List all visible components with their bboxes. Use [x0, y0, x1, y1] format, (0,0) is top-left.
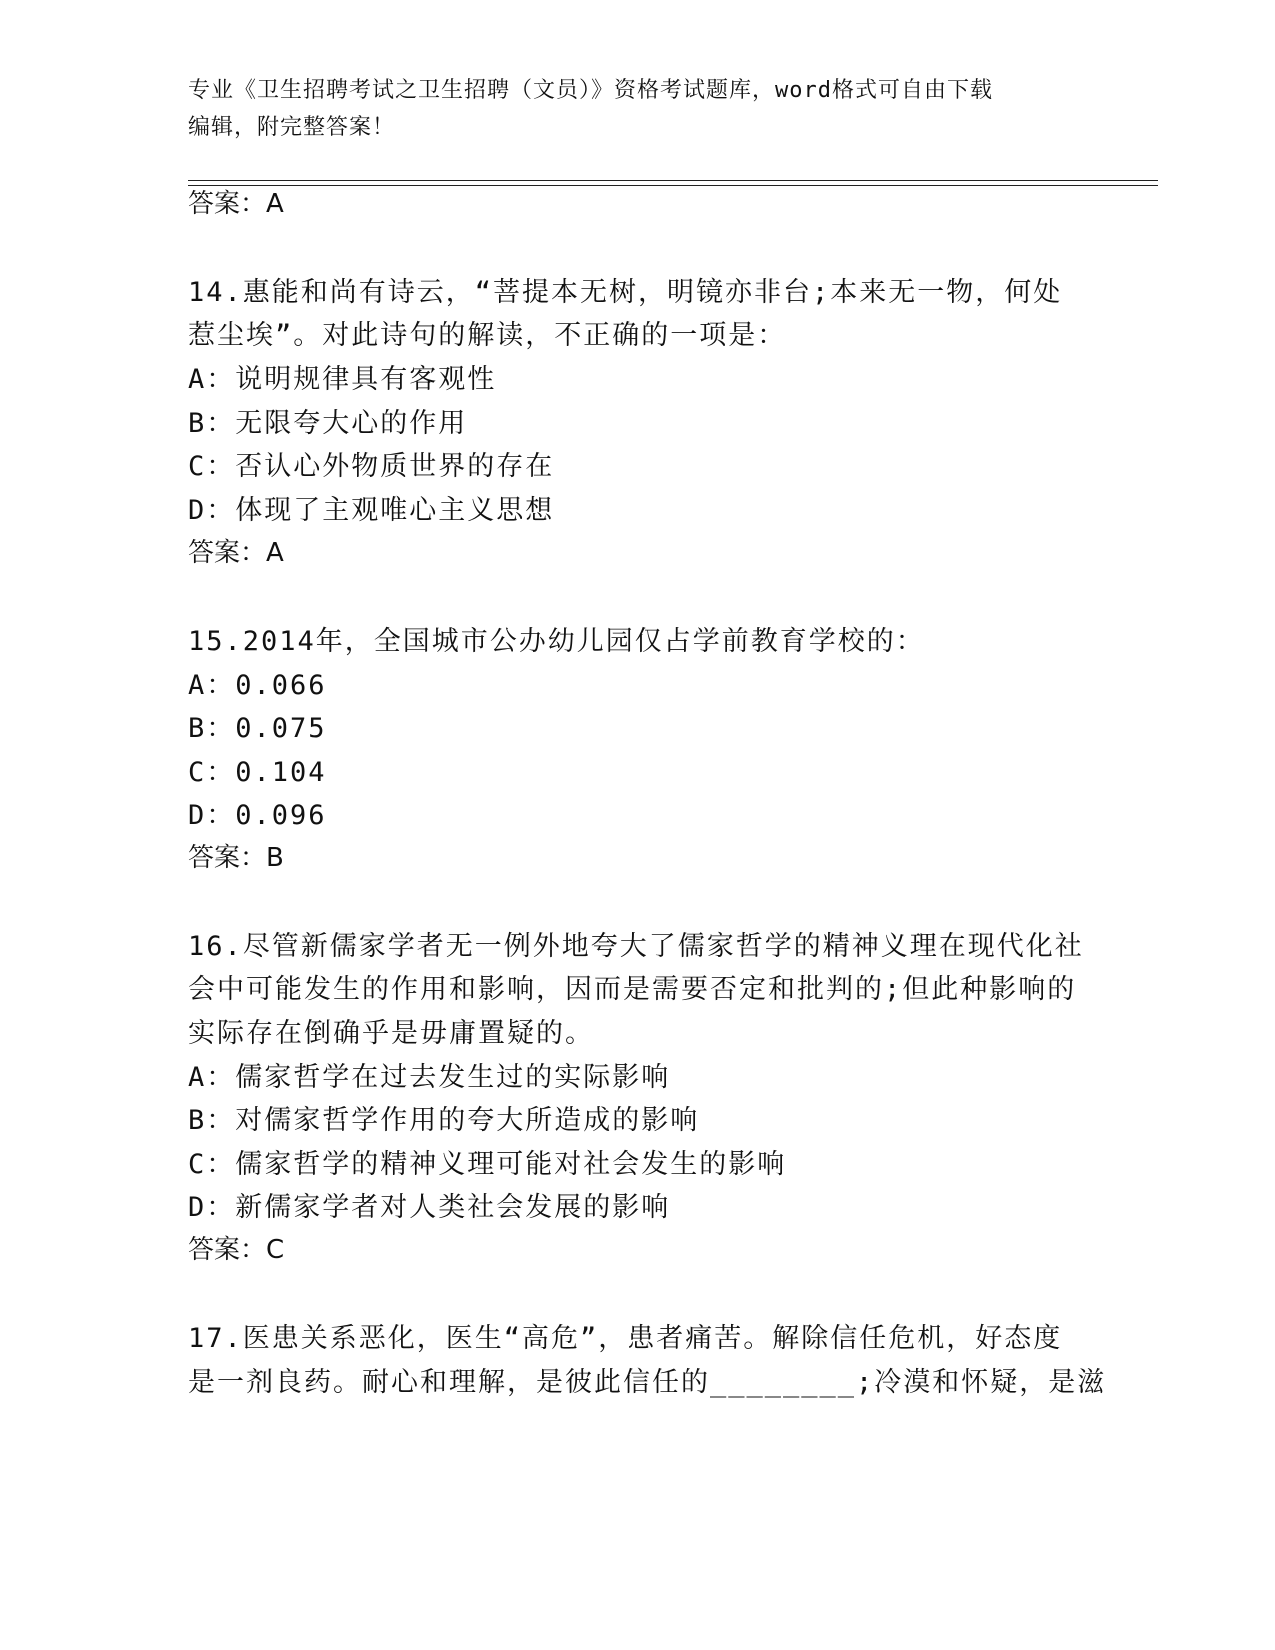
document-header: [188, 72, 1088, 146]
header-line-1: 专业《卫生招聘考试之卫生招聘（文员）》资格考试题库，word格式可自由下载: [188, 78, 993, 103]
question-15-option-b: B：0.075: [188, 713, 327, 744]
header-divider-bottom: [188, 185, 1158, 186]
question-14-line-2: 惹尘埃”。对此诗句的解读，不正确的一项是：: [188, 320, 787, 351]
question-14-line-1: 14.惠能和尚有诗云，“菩提本无树，明镜亦非台;本来无一物，何处: [188, 277, 1063, 308]
answer-16: 答案：C: [188, 1235, 285, 1265]
answer-15: 答案：B: [188, 843, 284, 873]
header-line-2: 编辑，附完整答案！: [188, 115, 396, 140]
question-16-option-d: D：新儒家学者对人类社会发展的影响: [188, 1192, 671, 1223]
question-15-option-d: D：0.096: [188, 800, 327, 831]
question-15-option-a: A：0.066: [188, 670, 327, 701]
question-16-option-c: C：儒家哲学的精神义理可能对社会发生的影响: [188, 1149, 787, 1180]
question-17-line-1: 17.医患关系恶化，医生“高危”，患者痛苦。解除信任危机，好态度: [188, 1323, 1063, 1354]
question-16-line-3: 实际存在倒确乎是毋庸置疑的。: [188, 1018, 594, 1049]
question-15-line-1: 15.2014年，全国城市公办幼儿园仅占学前教育学校的：: [188, 626, 925, 657]
question-16-line-1: 16.尽管新儒家学者无一例外地夸大了儒家哲学的精神义理在现代化社: [188, 931, 1084, 962]
question-14-option-b: B：无限夸大心的作用: [188, 408, 468, 439]
question-16-option-b: B：对儒家哲学作用的夸大所造成的影响: [188, 1105, 700, 1136]
question-14-option-a: A：说明规律具有客观性: [188, 364, 497, 395]
answer-14: 答案：A: [188, 538, 284, 568]
answer-13: 答案：A: [188, 189, 284, 219]
question-15-option-c: C：0.104: [188, 757, 327, 788]
question-17-line-2: 是一剂良药。耐心和理解，是彼此信任的________;冷漠和怀疑，是滋: [188, 1367, 1107, 1398]
question-14-option-c: C：否认心外物质世界的存在: [188, 451, 555, 482]
question-16-line-2: 会中可能发生的作用和影响，因而是需要否定和批判的;但此种影响的: [188, 974, 1077, 1005]
header-divider-top: [188, 180, 1158, 181]
question-16-option-a: A：儒家哲学在过去发生过的实际影响: [188, 1062, 671, 1093]
question-14-option-d: D：体现了主观唯心主义思想: [188, 495, 555, 526]
